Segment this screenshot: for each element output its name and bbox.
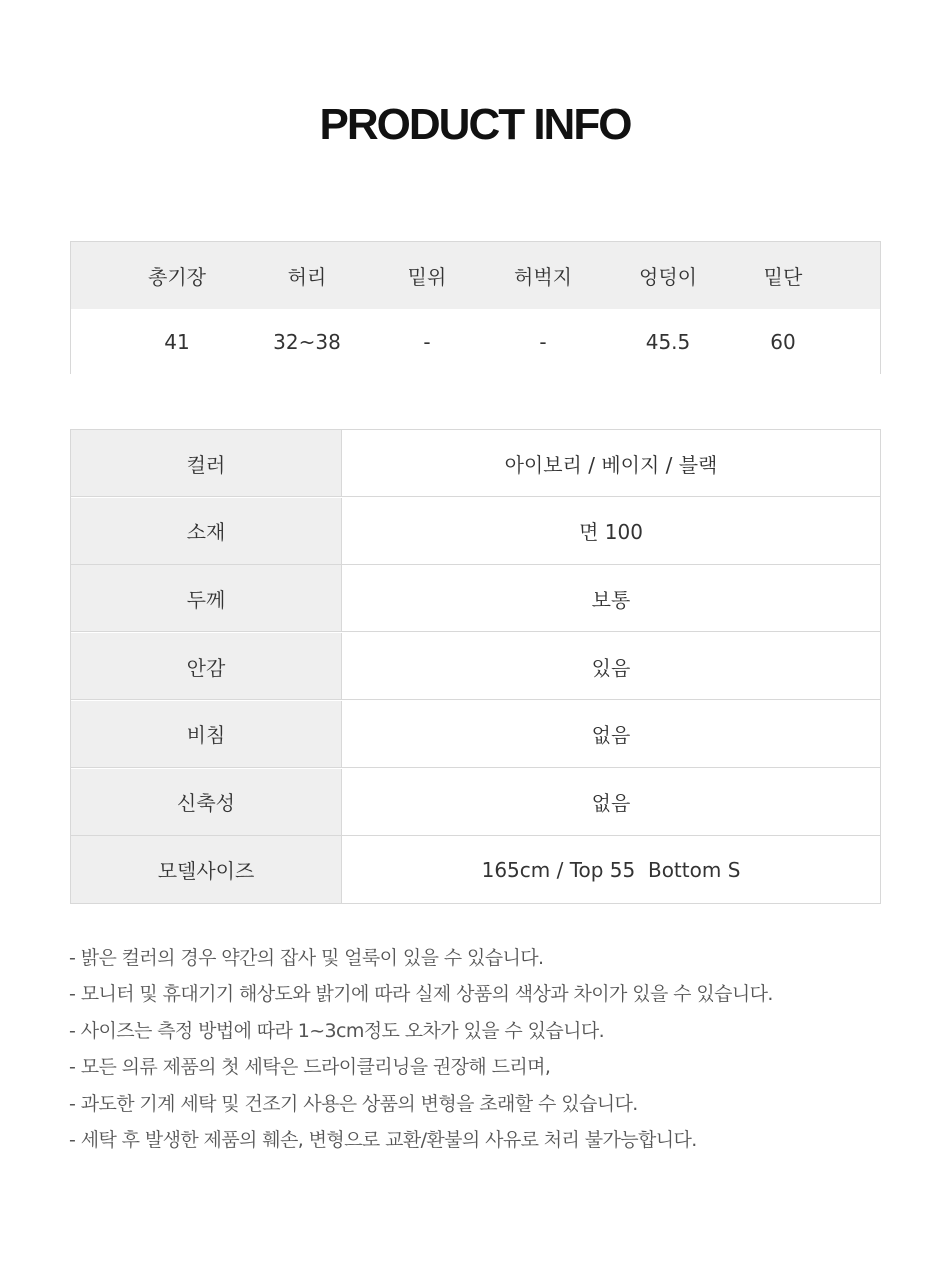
info-value: 없음 [591,791,631,815]
size-table [70,241,881,374]
info-label: 신축성 [71,769,342,835]
info-value: 없음 [591,723,631,748]
info-value: 보통 [591,587,631,612]
size-header-hem: 밑단 [763,265,803,289]
size-header-hip: 엉덩이 [639,265,697,289]
info-row-thickness [71,565,880,632]
page-title: PRODUCT INFO [319,100,631,149]
size-value-hip: 45.5 [645,330,691,354]
info-label: 소재 [71,498,342,564]
size-value-waist: 32~38 [273,330,341,354]
info-row-model-size [71,836,880,903]
product-info-table [70,429,881,904]
info-value: 있음 [591,655,631,680]
info-label: 컬러 [71,430,342,496]
info-row-color [71,430,880,497]
info-row-lining [71,633,880,700]
info-row-material [71,498,880,565]
info-label: 두께 [71,565,342,631]
note-item: - 밝은 컬러의 경우 약간의 잡사 및 얼룩이 있을 수 있습니다. [69,947,544,969]
note-item: - 모든 의류 제품의 첫 세탁은 드라이클리닝을 권장해 드리며, [69,1056,551,1079]
size-value-total-length: 41 [164,330,190,354]
size-value-thigh: - [539,330,547,354]
size-header-row [71,242,880,310]
info-row-stretch [71,769,880,836]
size-value-hem: 60 [770,330,796,354]
info-value: 면 100 [579,520,643,545]
note-item: - 사이즈는 측정 방법에 따라 1~3cm정도 오차가 있을 수 있습니다. [69,1019,605,1042]
size-header-thigh: 허벅지 [514,265,572,289]
size-header-rise: 밑위 [407,265,447,289]
note-item: - 모니터 및 휴대기기 해상도와 밝기에 따라 실제 상품의 색상과 차이가 있을 수 있습니다. [69,983,773,1006]
info-row-see-through [71,701,880,768]
info-value: 아이보리 / 베이지 / 블랙 [504,452,718,477]
info-label: 안감 [71,633,342,699]
note-item: - 세탁 후 발생한 제품의 훼손, 변형으로 교환/환불의 사유로 처리 불가능합니다. [69,1128,697,1151]
size-value-row [71,309,880,375]
info-label: 모델사이즈 [71,836,342,903]
size-header-total-length: 총기장 [148,265,206,289]
info-value: 165cm / Top 55 Bottom S [481,857,741,882]
notes-list [69,940,909,1158]
note-item: - 과도한 기계 세탁 및 건조기 사용은 상품의 변형을 초래할 수 있습니다. [69,1092,638,1115]
size-value-rise: - [423,330,431,354]
info-label: 비침 [71,701,342,767]
size-header-waist: 허리 [287,265,327,289]
